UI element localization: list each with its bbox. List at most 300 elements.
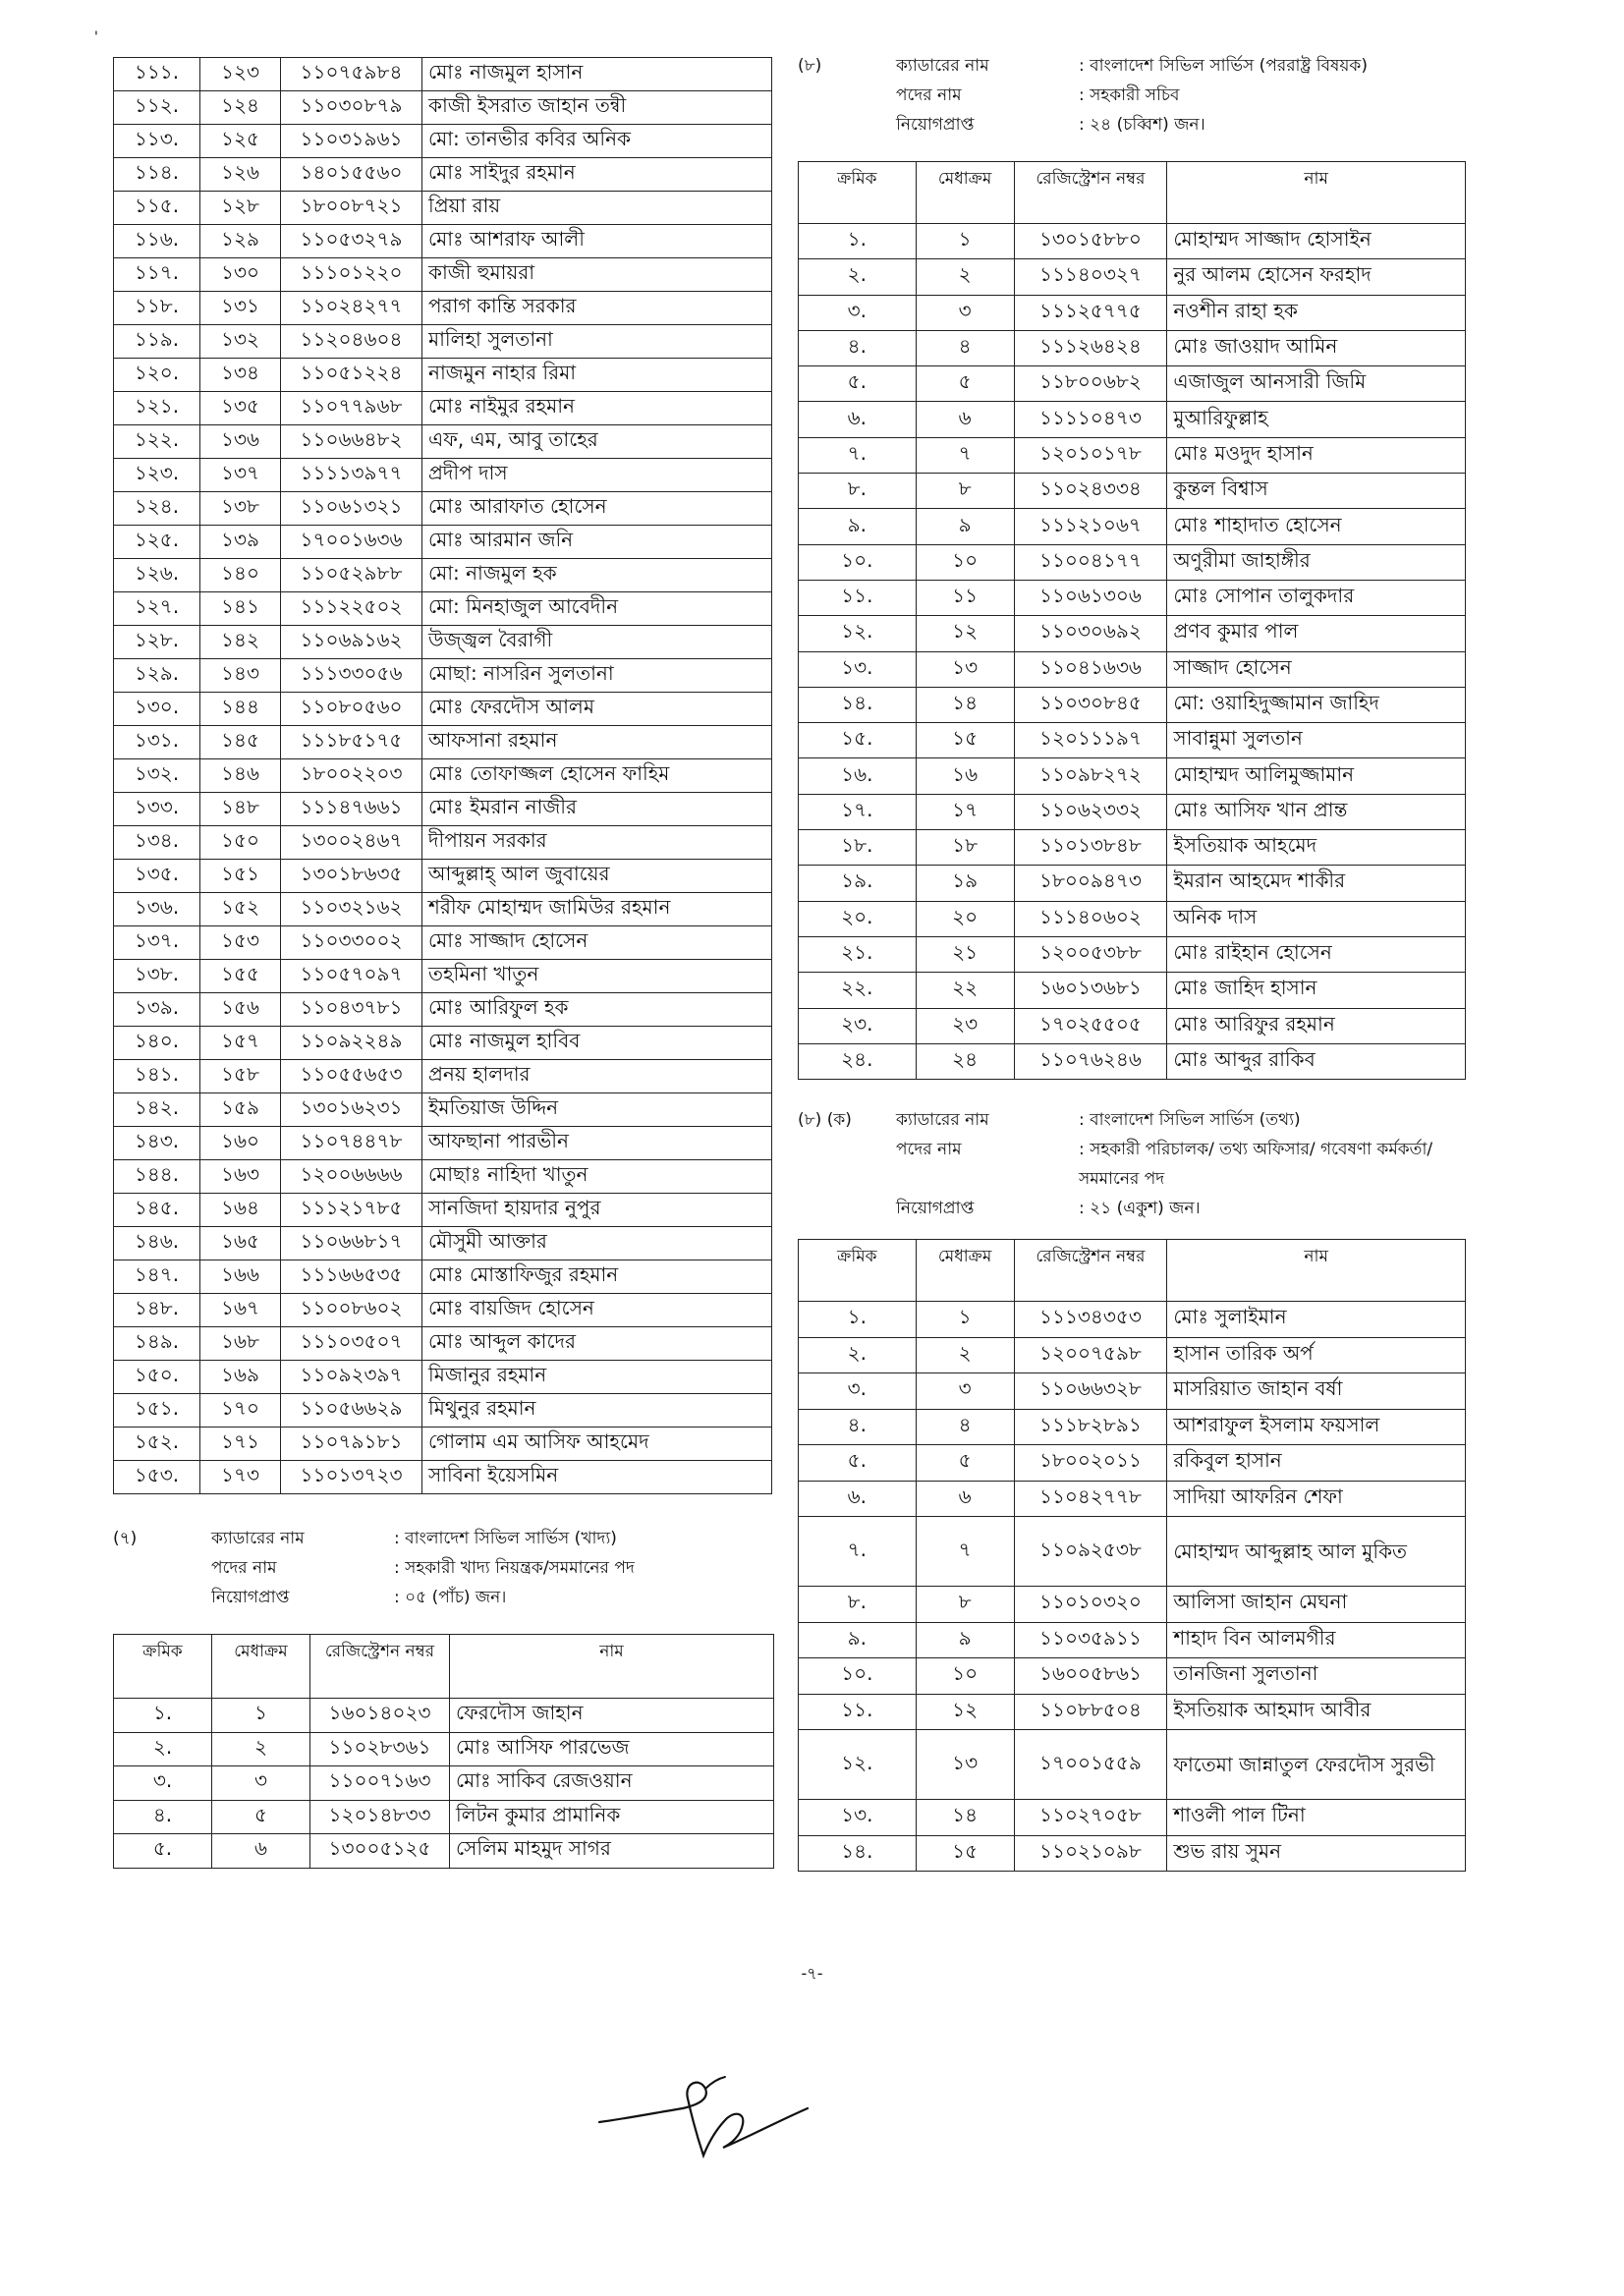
- table-row: [799, 973, 1466, 1008]
- registration-cell: ১১০৩০৬৯২: [1014, 616, 1167, 651]
- merit-cell: ১: [916, 224, 1014, 259]
- name-cell: নাজমুন নাহার রিমা: [422, 359, 772, 392]
- name-cell: মোঃ আরিফুর রহমান: [1167, 1008, 1466, 1043]
- header-name: নাম: [450, 1635, 774, 1699]
- table-row: [114, 793, 772, 826]
- header-serial: ক্রমিক: [799, 162, 917, 224]
- table-row: [799, 651, 1466, 687]
- name-cell: মোছাঃ নাহিদা খাতুন: [422, 1160, 772, 1194]
- merit-cell: ৮: [916, 1587, 1014, 1623]
- table-row: [799, 866, 1466, 901]
- merit-cell: ৫: [212, 1800, 310, 1834]
- merit-cell: ১৩৬: [200, 425, 281, 459]
- name-cell: গোলাম এম আসিফ আহমেদ: [422, 1428, 772, 1461]
- name-cell: লিটন কুমার প্রামানিক: [450, 1800, 774, 1834]
- merit-cell: ১৫১: [200, 860, 281, 893]
- name-cell: মোঃ আব্দুল কাদের: [422, 1327, 772, 1361]
- merit-cell: ৫: [916, 366, 1014, 402]
- serial-cell: ২০.: [799, 901, 917, 936]
- serial-cell: ১৩৩.: [114, 793, 200, 826]
- registration-cell: ১১০৭৯১৮১: [281, 1428, 422, 1461]
- registration-cell: ১২০০৬৬৬৬: [281, 1160, 422, 1194]
- header-name: নাম: [1167, 162, 1466, 224]
- serial-cell: ১২০.: [114, 359, 200, 392]
- registration-cell: ১১০০৪১৭৭: [1014, 544, 1167, 580]
- merit-cell: ৬: [916, 1481, 1014, 1517]
- serial-cell: ১৩৬.: [114, 893, 200, 926]
- merit-cell: ৩: [212, 1766, 310, 1801]
- merit-cell: ৭: [916, 1517, 1014, 1587]
- merit-cell: ১৫৭: [200, 1027, 281, 1060]
- name-cell: মোঃ শাহাদাত হোসেন: [1167, 509, 1466, 544]
- serial-cell: ২৪.: [799, 1043, 917, 1079]
- merit-cell: ১৩৮: [200, 492, 281, 526]
- cadre-label: ক্যাডারের নাম: [896, 56, 989, 76]
- header-merit: মেধাক্রম: [916, 1240, 1014, 1302]
- table-row: [114, 1361, 772, 1394]
- table-row: [114, 1093, 772, 1127]
- serial-cell: ১.: [799, 224, 917, 259]
- merit-cell: ১৩০: [200, 258, 281, 292]
- section-7-table: [113, 1634, 774, 1869]
- registration-cell: ১১০১৩৭২৩: [281, 1461, 422, 1494]
- table-row: [114, 1127, 772, 1160]
- name-cell: মোঃ তোফাজ্জল হোসেন ফাহিম: [422, 759, 772, 793]
- serial-cell: ১২৪.: [114, 492, 200, 526]
- merit-cell: ৯: [916, 509, 1014, 544]
- table-row: [799, 295, 1466, 330]
- registration-cell: ১১১২৬৪২৪: [1014, 330, 1167, 365]
- name-cell: শরীফ মোহাম্মদ জামিউর রহমান: [422, 893, 772, 926]
- section-8-table: [798, 161, 1466, 1080]
- table-row: [799, 901, 1466, 936]
- table-row: [114, 292, 772, 325]
- name-cell: এফ, এম, আবু তাহের: [422, 425, 772, 459]
- registration-cell: ১১০০৮৬০২: [281, 1294, 422, 1327]
- name-cell: মিজানুর রহমান: [422, 1361, 772, 1394]
- table-row: [799, 1302, 1466, 1338]
- table-row: [114, 225, 772, 258]
- merit-cell: ১৪০: [200, 559, 281, 592]
- registration-cell: ১১০৭৬২৪৬: [1014, 1043, 1167, 1079]
- name-cell: মো: নাজমুল হক: [422, 559, 772, 592]
- table-row: [114, 1027, 772, 1060]
- name-cell: মোছা: নাসরিন সুলতানা: [422, 659, 772, 693]
- name-cell: শুভ রায় সুমন: [1167, 1835, 1466, 1872]
- header-name: নাম: [1167, 1240, 1466, 1302]
- serial-cell: ১৩.: [799, 651, 917, 687]
- registration-cell: ১১১৪০৬০২: [1014, 901, 1167, 936]
- header-registration: রেজিস্ট্রেশন নম্বর: [1014, 1240, 1167, 1302]
- merit-cell: ১৪১: [200, 592, 281, 626]
- name-cell: সাবিনা ইয়েসমিন: [422, 1461, 772, 1494]
- registration-cell: ১১১৩৪৩৫৩: [1014, 1302, 1167, 1338]
- merit-cell: ২০: [916, 901, 1014, 936]
- registration-cell: ১১০৩০৮৭৯: [281, 91, 422, 125]
- name-cell: আফছানা পারভীন: [422, 1127, 772, 1160]
- registration-cell: ১৮০০২০১১: [1014, 1445, 1167, 1482]
- serial-cell: ২.: [799, 1337, 917, 1373]
- serial-cell: ১৩৫.: [114, 860, 200, 893]
- registration-cell: ১১০৫২৯৮৮: [281, 559, 422, 592]
- name-cell: ইসতিয়াক আহমেদ: [1167, 830, 1466, 866]
- table-row: [799, 936, 1466, 972]
- table-row: [114, 592, 772, 626]
- merit-cell: ১: [916, 1302, 1014, 1338]
- name-cell: মাসরিয়াত জাহান বর্ষা: [1167, 1373, 1466, 1410]
- table-row: [799, 474, 1466, 509]
- registration-cell: ১১০৮৮৫০৪: [1014, 1694, 1167, 1730]
- registration-cell: ১৬০০৫৮৬১: [1014, 1658, 1167, 1695]
- merit-cell: ১৮: [916, 830, 1014, 866]
- registration-cell: ১১০৫৫৬৫৩: [281, 1060, 422, 1093]
- serial-cell: ১৪৭.: [114, 1260, 200, 1294]
- table-row: [799, 1835, 1466, 1872]
- table-row: [799, 1517, 1466, 1587]
- name-cell: এজাজুল আনসারী জিমি: [1167, 366, 1466, 402]
- table-row: [114, 392, 772, 425]
- name-cell: আফসানা রহমান: [422, 726, 772, 759]
- name-cell: তহমিনা খাতুন: [422, 960, 772, 993]
- name-cell: মোঃ সাকিব রেজওয়ান: [450, 1766, 774, 1801]
- serial-cell: ১.: [799, 1302, 917, 1338]
- serial-cell: ১৩৪.: [114, 826, 200, 860]
- table-row: [114, 1834, 774, 1869]
- registration-cell: ১১১২১০৬৭: [1014, 509, 1167, 544]
- merit-cell: ১৫: [916, 1835, 1014, 1872]
- table-row: [114, 1327, 772, 1361]
- merit-cell: ১৩১: [200, 292, 281, 325]
- section-8k-header: [798, 1105, 1466, 1223]
- table-row: [114, 1294, 772, 1327]
- merit-cell: ১৪: [916, 687, 1014, 722]
- header-merit: মেধাক্রম: [916, 162, 1014, 224]
- section-number: (৮): [798, 56, 822, 76]
- name-cell: মোঃ ইমরান নাজীর: [422, 793, 772, 826]
- serial-cell: ১৭.: [799, 794, 917, 829]
- count-value: : ২৪ (চব্বিশ) জন।: [1079, 115, 1205, 135]
- header-serial: ক্রমিক: [799, 1240, 917, 1302]
- registration-cell: ১১১৮৫১৭৫: [281, 726, 422, 759]
- page-number: -৭-: [801, 1964, 823, 1983]
- post-value: : সহকারী পরিচালক/ তথ্য অফিসার/ গবেষণা কর্মকর্তা/ সমমানের পদ: [1079, 1140, 1433, 1190]
- table-row: [114, 1428, 772, 1461]
- cadre-value: : বাংলাদেশ সিভিল সার্ভিস (পররাষ্ট্র বিষয়ক): [1079, 56, 1368, 76]
- name-cell: কুন্তল বিশ্বাস: [1167, 474, 1466, 509]
- merit-cell: ১৫২: [200, 893, 281, 926]
- name-cell: দীপায়ন সরকার: [422, 826, 772, 860]
- name-cell: মোঃ নাজমুল হাবিব: [422, 1027, 772, 1060]
- registration-cell: ১১০২১০৯৮: [1014, 1835, 1167, 1872]
- serial-cell: ২২.: [799, 973, 917, 1008]
- name-cell: মোঃ আশরাফ আলী: [422, 225, 772, 258]
- count-label: নিয়োগপ্রাপ্ত: [211, 1588, 290, 1607]
- post-value: : সহকারী খাদ্য নিয়ন্ত্রক/সমমানের পদ: [394, 1558, 635, 1578]
- name-cell: উজ্জ্বল বৈরাগী: [422, 626, 772, 659]
- name-cell: রকিবুল হাসান: [1167, 1445, 1466, 1482]
- serial-cell: ৪.: [114, 1800, 212, 1834]
- merit-cell: ৯: [916, 1622, 1014, 1658]
- serial-cell: ৫.: [799, 1445, 917, 1482]
- merit-cell: ১০: [916, 1658, 1014, 1695]
- serial-cell: ১১১.: [114, 58, 200, 91]
- registration-cell: ১১১৮২৮৯১: [1014, 1409, 1167, 1445]
- table-row: [799, 402, 1466, 437]
- registration-cell: ১৩০১৫৮৮০: [1014, 224, 1167, 259]
- serial-cell: ১৩৭.: [114, 926, 200, 960]
- merit-cell: ৬: [212, 1834, 310, 1869]
- section-8k-table: [798, 1239, 1466, 1872]
- registration-cell: ১৩০১৬২৩১: [281, 1093, 422, 1127]
- table-row: [114, 359, 772, 392]
- name-cell: প্রিয়া রায়: [422, 192, 772, 225]
- signature-image: [589, 2053, 815, 2171]
- table-row: [114, 759, 772, 793]
- serial-cell: ১০.: [799, 544, 917, 580]
- name-cell: নওশীন রাহা হক: [1167, 295, 1466, 330]
- serial-cell: ১.: [114, 1699, 212, 1733]
- registration-cell: ১৭০০১৬৩৬: [281, 526, 422, 559]
- registration-cell: ১১০৬১৩০৬: [1014, 580, 1167, 615]
- corner-mark: ': [94, 29, 98, 45]
- name-cell: মোঃ জাওয়াদ আমিন: [1167, 330, 1466, 365]
- table-row: [799, 1800, 1466, 1836]
- serial-cell: ১২.: [799, 616, 917, 651]
- merit-cell: ১৪৬: [200, 759, 281, 793]
- merit-cell: ১২৪: [200, 91, 281, 125]
- registration-cell: ১১০৯২৫৩৮: [1014, 1517, 1167, 1587]
- table-row: [799, 1481, 1466, 1517]
- serial-cell: ১১৩.: [114, 125, 200, 158]
- registration-cell: ১১০৫৬৬২৯: [281, 1394, 422, 1428]
- merit-cell: ১৬৮: [200, 1327, 281, 1361]
- name-cell: সাজ্জাদ হোসেন: [1167, 651, 1466, 687]
- merit-cell: ১৭০: [200, 1394, 281, 1428]
- registration-cell: ১১০৪১৬৩৬: [1014, 651, 1167, 687]
- registration-cell: ১৩০১৮৬৩৫: [281, 860, 422, 893]
- table-row: [114, 860, 772, 893]
- name-cell: কাজী হুমায়রা: [422, 258, 772, 292]
- merit-cell: ৫: [916, 1445, 1014, 1482]
- table-row: [114, 1766, 774, 1801]
- serial-cell: ২৩.: [799, 1008, 917, 1043]
- serial-cell: ১২৮.: [114, 626, 200, 659]
- name-cell: সানজিদা হায়দার নুপুর: [422, 1194, 772, 1227]
- name-cell: প্রণব কুমার পাল: [1167, 616, 1466, 651]
- serial-cell: ১৫৩.: [114, 1461, 200, 1494]
- registration-cell: ১১০৩২১৬২: [281, 893, 422, 926]
- merit-cell: ১৬৭: [200, 1294, 281, 1327]
- serial-cell: ৪.: [799, 1409, 917, 1445]
- merit-cell: ৮: [916, 474, 1014, 509]
- serial-cell: ১২২.: [114, 425, 200, 459]
- serial-cell: ১৪২.: [114, 1093, 200, 1127]
- registration-cell: ১১০১০৩২০: [1014, 1587, 1167, 1623]
- table-row: [799, 1337, 1466, 1373]
- serial-cell: ২১.: [799, 936, 917, 972]
- merit-cell: ১৬০: [200, 1127, 281, 1160]
- registration-cell: ১১০৩৫৯১১: [1014, 1622, 1167, 1658]
- serial-cell: ১২৩.: [114, 459, 200, 492]
- serial-cell: ৫.: [799, 366, 917, 402]
- table-row: [114, 1194, 772, 1227]
- serial-cell: ১২৬.: [114, 559, 200, 592]
- serial-cell: ১২৭.: [114, 592, 200, 626]
- merit-cell: ১১: [916, 580, 1014, 615]
- merit-cell: ৪: [916, 330, 1014, 365]
- serial-cell: ২.: [799, 259, 917, 295]
- table-row: [799, 330, 1466, 365]
- table-row: [114, 1461, 772, 1494]
- registration-cell: ১১০৭৫৯৮৪: [281, 58, 422, 91]
- registration-cell: ১৮০০৯৪৭৩: [1014, 866, 1167, 901]
- serial-cell: ৪.: [799, 330, 917, 365]
- merit-cell: ৪: [916, 1409, 1014, 1445]
- merit-list-table-continued: [113, 57, 772, 1494]
- registration-cell: ১১০৫৩২৭৯: [281, 225, 422, 258]
- name-cell: অণুরীমা জাহাঙ্গীর: [1167, 544, 1466, 580]
- name-cell: মোঃ মোস্তাফিজুর রহমান: [422, 1260, 772, 1294]
- name-cell: নুর আলম হোসেন ফরহাদ: [1167, 259, 1466, 295]
- merit-cell: ১৪: [916, 1800, 1014, 1836]
- name-cell: মো: তানভীর কবির অনিক: [422, 125, 772, 158]
- merit-cell: ১৫৩: [200, 926, 281, 960]
- name-cell: মোহাম্মদ আলিমুজ্জামান: [1167, 758, 1466, 794]
- table-row: [799, 1445, 1466, 1482]
- section-number: (৮) (ক): [798, 1110, 852, 1131]
- registration-cell: ১১০৩১৯৬১: [281, 125, 422, 158]
- serial-cell: ৩.: [799, 295, 917, 330]
- merit-cell: ১৪৫: [200, 726, 281, 759]
- registration-cell: ১১১৪৭৬৬১: [281, 793, 422, 826]
- serial-cell: ১৩০.: [114, 693, 200, 726]
- name-cell: ফাতেমা জান্নাতুল ফেরদৌস সুরভী: [1167, 1730, 1466, 1800]
- registration-cell: ১১০৭৭৯৬৮: [281, 392, 422, 425]
- registration-cell: ১১১২১৭৮৫: [281, 1194, 422, 1227]
- section-number: (৭): [113, 1529, 138, 1548]
- table-row: [799, 830, 1466, 866]
- table-row: [114, 158, 772, 192]
- table-row: [799, 1587, 1466, 1623]
- registration-cell: ১২০১১১৯৭: [1014, 723, 1167, 758]
- merit-cell: ১৫৫: [200, 960, 281, 993]
- registration-cell: ১১১১৩৯৭৭: [281, 459, 422, 492]
- table-row: [114, 1160, 772, 1194]
- serial-cell: ৮.: [799, 474, 917, 509]
- post-label: পদের নাম: [896, 85, 962, 105]
- merit-cell: ১৭: [916, 794, 1014, 829]
- name-cell: মোঃ সোপান তালুকদার: [1167, 580, 1466, 615]
- table-row: [114, 1227, 772, 1260]
- name-cell: মোঃ বায়জিদ হোসেন: [422, 1294, 772, 1327]
- merit-cell: ১৬৯: [200, 1361, 281, 1394]
- serial-cell: ১৫০.: [114, 1361, 200, 1394]
- serial-cell: ৯.: [799, 1622, 917, 1658]
- registration-cell: ১৮০০৮৭২১: [281, 192, 422, 225]
- name-cell: মোঃ রাইহান হোসেন: [1167, 936, 1466, 972]
- serial-cell: ১৩.: [799, 1800, 917, 1836]
- name-cell: মোঃ আরাফাত হোসেন: [422, 492, 772, 526]
- header-merit: মেধাক্রম: [212, 1635, 310, 1699]
- serial-cell: ১৪৪.: [114, 1160, 200, 1194]
- merit-cell: ১৫৯: [200, 1093, 281, 1127]
- name-cell: মোঃ সুলাইমান: [1167, 1302, 1466, 1338]
- name-cell: মোঃ আরমান জনি: [422, 526, 772, 559]
- name-cell: মোঃ নাইমুর রহমান: [422, 392, 772, 425]
- table-row: [799, 723, 1466, 758]
- table-row: [114, 1699, 774, 1733]
- post-label: পদের নাম: [211, 1558, 277, 1578]
- table-row: [114, 826, 772, 860]
- registration-cell: ১১০২৪৩৩৪: [1014, 474, 1167, 509]
- name-cell: সাদিয়া আফরিন শেফা: [1167, 1481, 1466, 1517]
- name-cell: সেলিম মাহমুদ সাগর: [450, 1834, 774, 1869]
- serial-cell: ১৪০.: [114, 1027, 200, 1060]
- merit-cell: ৩: [916, 295, 1014, 330]
- table-row: [114, 626, 772, 659]
- table-row: [799, 509, 1466, 544]
- registration-cell: ১৭০২৫৫০৫: [1014, 1008, 1167, 1043]
- registration-cell: ১১১২৫৭৭৫: [1014, 295, 1167, 330]
- merit-cell: ১০: [916, 544, 1014, 580]
- table-row: [799, 437, 1466, 473]
- name-cell: মোঃ আরিফুল হক: [422, 993, 772, 1027]
- table-row: [799, 616, 1466, 651]
- serial-cell: ১১৭.: [114, 258, 200, 292]
- name-cell: সাবান্নুমা সুলতান: [1167, 723, 1466, 758]
- table-row: [799, 366, 1466, 402]
- name-cell: মিথুনুর রহমান: [422, 1394, 772, 1428]
- table-row: [114, 659, 772, 693]
- registration-cell: ১১০৬৬৪৮২: [281, 425, 422, 459]
- table-row: [114, 526, 772, 559]
- name-cell: মো: ওয়াহিদুজ্জামান জাহিদ: [1167, 687, 1466, 722]
- serial-cell: ৫.: [114, 1834, 212, 1869]
- serial-cell: ১১৫.: [114, 192, 200, 225]
- name-cell: মোঃ আসিফ পারভেজ: [450, 1732, 774, 1766]
- cadre-label: ক্যাডারের নাম: [896, 1110, 989, 1131]
- serial-cell: ১২৫.: [114, 526, 200, 559]
- name-cell: মুআরিফুল্লাহ: [1167, 402, 1466, 437]
- registration-cell: ১১১০১২২০: [281, 258, 422, 292]
- serial-cell: ২.: [114, 1732, 212, 1766]
- serial-cell: ৮.: [799, 1587, 917, 1623]
- serial-cell: ১৪৮.: [114, 1294, 200, 1327]
- name-cell: কাজী ইসরাত জাহান তন্বী: [422, 91, 772, 125]
- registration-cell: ১১০৮০৫৬০: [281, 693, 422, 726]
- merit-cell: ১৬৪: [200, 1194, 281, 1227]
- name-cell: মোঃ মওদুদ হাসান: [1167, 437, 1466, 473]
- table-row: [114, 492, 772, 526]
- name-cell: মৌসুমী আক্তার: [422, 1227, 772, 1260]
- table-row: [799, 1694, 1466, 1730]
- serial-cell: ৬.: [799, 402, 917, 437]
- merit-cell: ২২: [916, 973, 1014, 1008]
- table-row: [114, 559, 772, 592]
- serial-cell: ১১৮.: [114, 292, 200, 325]
- serial-cell: ১০.: [799, 1658, 917, 1695]
- name-cell: ইমতিয়াজ উদ্দিন: [422, 1093, 772, 1127]
- registration-cell: ১১১২২৫০২: [281, 592, 422, 626]
- serial-cell: ১৪৫.: [114, 1194, 200, 1227]
- merit-cell: ১৪৪: [200, 693, 281, 726]
- table-row: [799, 1373, 1466, 1410]
- registration-cell: ১৬০১৪০২৩: [310, 1699, 450, 1733]
- serial-cell: ১৪৯.: [114, 1327, 200, 1361]
- serial-cell: ১২১.: [114, 392, 200, 425]
- table-row: [114, 726, 772, 759]
- merit-cell: ১৫৮: [200, 1060, 281, 1093]
